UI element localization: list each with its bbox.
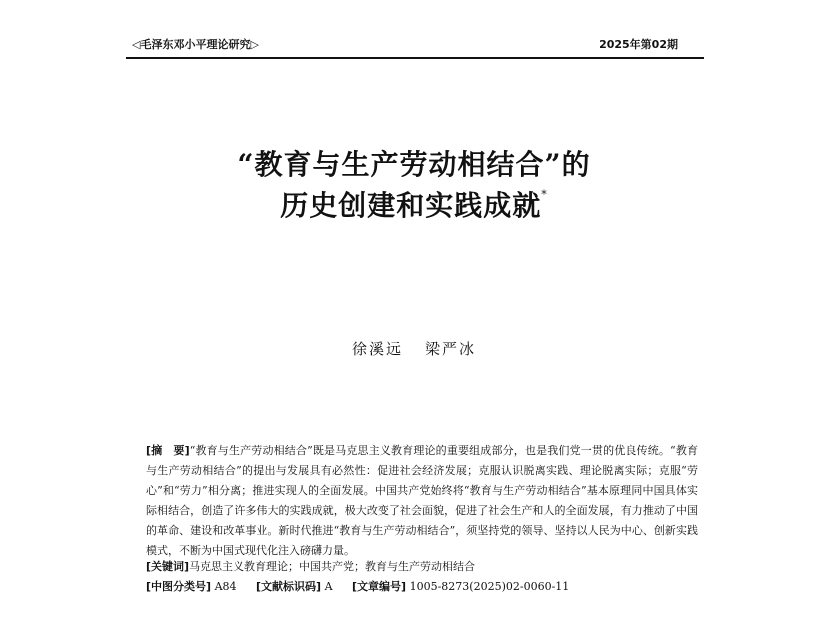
article-title-text: 历史创建和实践成就 [280, 189, 542, 222]
abstract [146, 441, 698, 561]
clc-value: A84 [214, 580, 237, 593]
classification-line [146, 578, 585, 594]
issue-number: 2025年第02期 [599, 38, 678, 51]
keywords-text: 马克思主义教育理论；中国共产党；教育与生产劳动相结合 [189, 560, 476, 573]
author-name: 徐溪远 [351, 340, 403, 358]
title-footnote-mark[interactable]: * [541, 188, 548, 201]
article-number-value: 1005-8273(2025)02-0060-11 [409, 580, 570, 593]
doc-code-value: A [324, 580, 333, 593]
author-list [0, 338, 828, 359]
keywords-label: [关键词] [146, 560, 190, 573]
abstract-label: [摘 要] [146, 444, 190, 457]
author-name: 梁严冰 [425, 340, 477, 358]
article-number-label: [文章编号] [352, 580, 407, 593]
doc-code-label: [文献标识码] [256, 580, 322, 593]
clc-label: [中图分类号] [146, 580, 212, 593]
running-header [126, 34, 704, 56]
article-title-line-2 [0, 184, 828, 224]
journal-name: ◁毛泽东邓小平理论研究▷ [132, 38, 259, 51]
header-rule [126, 57, 704, 59]
abstract-text: “教育与生产劳动相结合”既是马克思主义教育理论的重要组成部分，也是我们党一贯的优良传统。“教育与生产劳动相结合”的提出与发展具有必然性：促进社会经济发展；克服认识脱离实践、理论脱离实际；克服“劳心”和“劳力”相分离；推进实现人的全面发展。中国共产党始终将“教育与生产劳动相结合”基本原理同中国具体实际相结合，创造了许多伟大的实践成就，极大改变了社会面貌，促进了社会生产和人的全面发展，有力推动了中国的革命、建设和改革事业。新时代推进“教育与生产劳动相结合”，须坚持党的领导、坚持以人民为中心、创新实践模式，不断为中国式现代化注入磅礴力量。 [146, 444, 698, 557]
article-title-line-1: “教育与生产劳动相结合”的 [237, 148, 591, 181]
keywords [146, 558, 475, 574]
